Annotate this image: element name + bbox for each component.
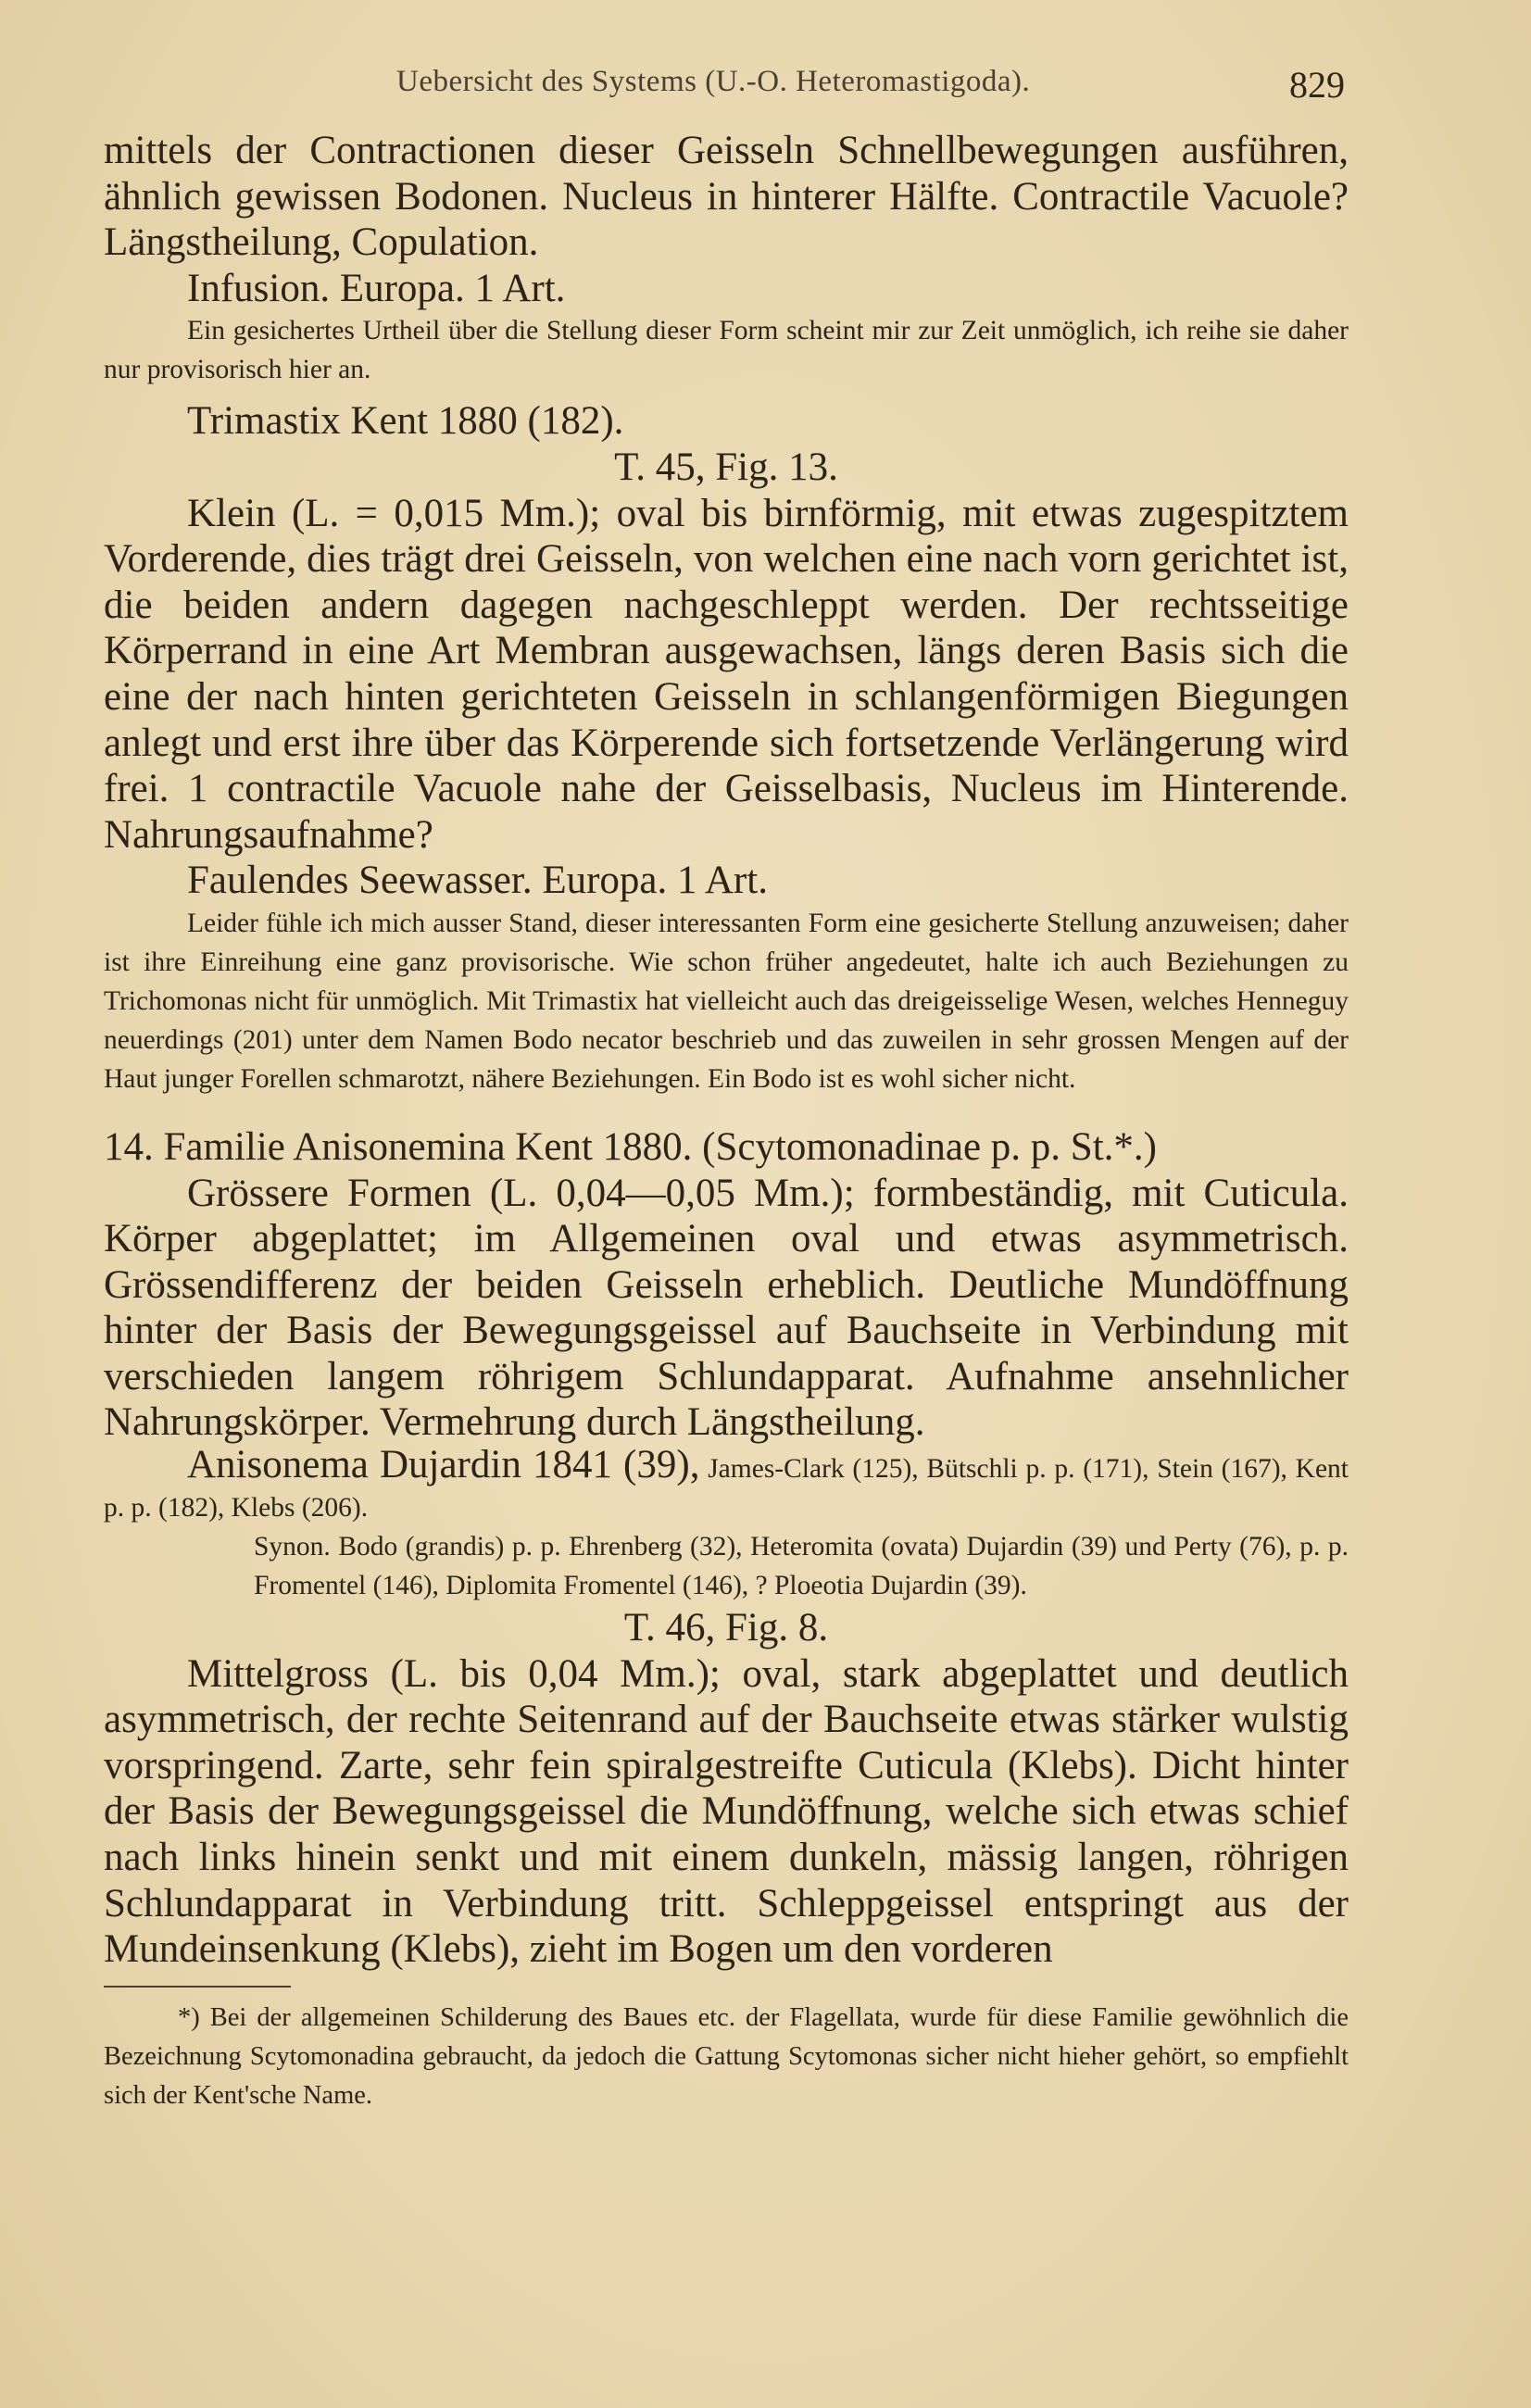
habitat-line: Faulendes Seewasser. Europa. 1 Art. [187, 859, 768, 903]
page-body [104, 128, 1349, 2115]
page-header [0, 57, 1531, 113]
family-description: Grössere Formen (L. 0,04—0,05 Mm.); formbeständig, mit Cuticula. Körper abgeplattet; im Allgemeinen oval und etwas asymmetrisch. Grössendifferenz der beiden Geisseln erheblich. Deutliche Mundöffnung hinter der Basis der Bewegungsgeissel auf Bauchseite in Verbindung mit verschieden langem röhrigem Schlundapparat. Aufnahme ansehnlicher Nahrungskörper. Vermehrung durch Längstheilung. [104, 1171, 1349, 1445]
running-head: Uebersicht des Systems (U.-O. Heteromastigoda). [396, 65, 1031, 98]
footnote: *) Bei der allgemeinen Schilderung des Baues etc. der Flagellata, wurde für diese Familie gewöhnlich die Bezeichnung Scytomonadina gebraucht, da jedoch die Gattung Scytomonas sicher nicht hieher gehört, so empfiehlt sich der Kent'sche Name. [104, 2002, 1349, 2110]
plate-reference: T. 45, Fig. 13. [614, 445, 838, 489]
family-heading: 14. Familie Anisonemina Kent 1880. (Scytomonadinae p. p. St.*.) [104, 1124, 1157, 1169]
small-print-note: Ein gesichertes Urtheil über die Stellung dieser Form scheint mir zur Zeit unmöglich, ich reihe sie daher nur provisorisch hier an. [104, 316, 1349, 385]
paragraph-continuation: mittels der Contractionen dieser Geisseln Schnellbewegungen ausführen, ähnlich gewissen Bodonen. Nucleus in hinterer Hälfte. Contractile Vacuole? Längstheilung, Copulation. [104, 129, 1349, 265]
genus-description-trimastix: Klein (L. = 0,015 Mm.); oval bis birnförmig, mit etwas zugespitztem Vorderende, dies trägt drei Geisseln, von welchen eine nach vorn gerichtet ist, die beiden andern dagegen nachgeschleppt werden. Der rechtsseitige Körperrand in eine Art Membran ausgewachsen, längs deren Basis sich die eine der nach hinten gerichteten Geisseln in schlangenförmigen Biegungen anlegt und erst ihre über das Körperende sich fortsetzende Verlängerung wird frei. 1 contractile Vacuole nahe der Geisselbasis, Nucleus im Hinterende. Nahrungsaufnahme? [104, 491, 1349, 857]
habitat-line: Infusion. Europa. 1 Art. [187, 266, 566, 310]
genus-heading-trimastix: Trimastix Kent 1880 (182). [187, 399, 624, 444]
page-number: 829 [1289, 64, 1345, 106]
small-print-note: Leider fühle ich mich ausser Stand, dieser interessanten Form eine gesicherte Stellung anzuweisen; daher ist ihre Einreihung eine ganz provisorische. Wie schon früher angedeutet, halte ich auch Beziehungen zu Trichomonas nicht für unmöglich. Mit Trimastix hat vielleicht auch das dreigeisselige Wesen, welches Henneguy neuerdings (201) unter dem Namen Bodo necator beschrieb und das zuweilen in sehr grossen Mengen auf der Haut junger Forellen schmarotzt, nähere Beziehungen. Ein Bodo ist es wohl sicher nicht. [104, 908, 1349, 1094]
genus-name: Anisonema Dujardin 1841 (39), [187, 1443, 700, 1487]
footnote-divider [104, 1986, 291, 1988]
genus-heading-anisonema [104, 1443, 1349, 1527]
genus-references: James-Clark (125), Bütschli p. p. (171), Stein (167), Kent p. p. (182), Klebs (206). [104, 1454, 1349, 1524]
genus-description-anisonema: Mittelgross (L. bis 0,04 Mm.); oval, stark abgeplattet und deutlich asymmetrisch, der rechte Seitenrand auf der Bauchseite etwas stärker wulstig vorspringend. Zarte, sehr fein spiralgestreifte Cuticula (Klebs). Dicht hinter der Basis der Bewegungsgeissel die Mundöffnung, welche sich etwas schief nach links hinein senkt und mit einem dunkeln, mässig langen, röhrigen Schlundapparat in Verbindung tritt. Schleppgeissel entspringt aus der Mundeinsenkung (Klebs), zieht im Bogen um den vorderen [104, 1651, 1349, 1972]
synonym-list: Synon. Bodo (grandis) p. p. Ehrenberg (32), Heteromita (ovata) Dujardin (39) und Perty (76), p. p. Fromentel (146), Diplomita Fromentel (146), ? Ploeotia Dujardin (39). [254, 1532, 1349, 1601]
plate-reference: T. 46, Fig. 8. [623, 1606, 829, 1650]
